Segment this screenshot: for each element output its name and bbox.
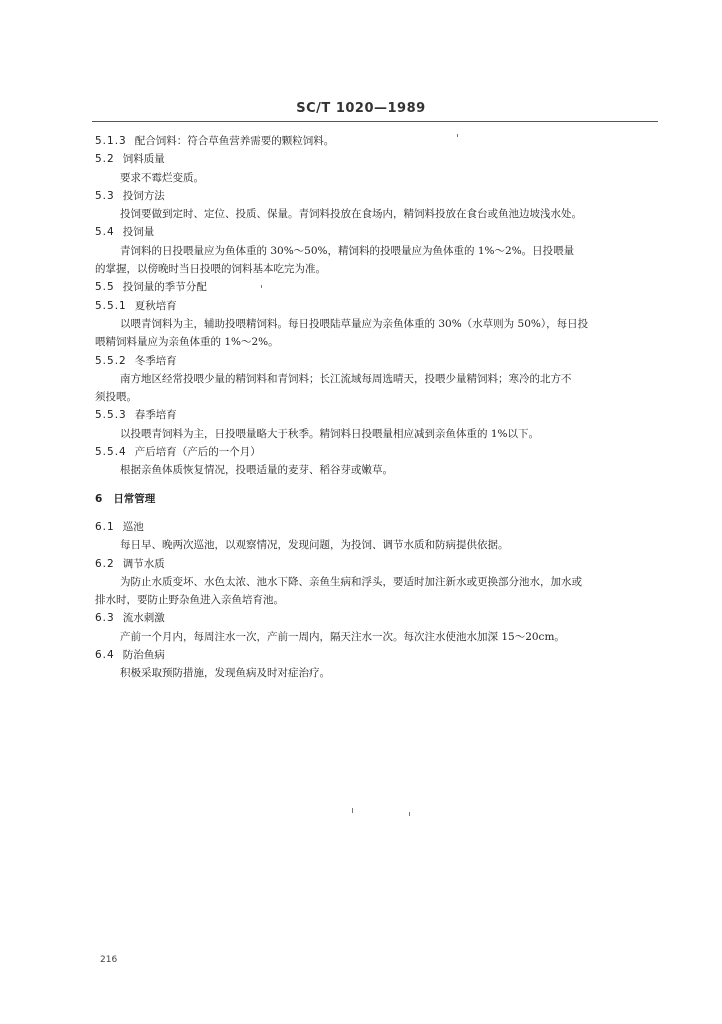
paragraph-line: 要求不霉烂变质。	[120, 171, 204, 184]
page-number: 216	[100, 955, 118, 965]
section-title: 投饲量的季节分配	[122, 281, 207, 294]
section-heading	[95, 187, 657, 205]
section-heading	[95, 132, 657, 150]
section-heading	[95, 646, 657, 664]
section-number: 6.1	[95, 520, 115, 533]
standard-code-header: SC/T 1020—1989	[296, 101, 426, 116]
section-number: 5.5.2	[95, 354, 127, 367]
paragraph-line: 以喂青饲料为主，辅助投喂精饲料。每日投喂陆草量应为亲鱼体重的 30%（水草则为 50%），每日投	[120, 317, 589, 330]
section-number: 5.1.3	[95, 135, 127, 147]
section-title: 产后培育（产后的一个月）	[134, 446, 261, 459]
section-heading	[95, 406, 657, 424]
section-number: 6.2	[95, 557, 115, 570]
section-title: 防治鱼病	[122, 649, 165, 662]
section-number: 6.4	[95, 649, 115, 662]
scan-speck	[409, 812, 410, 816]
section-heading	[95, 443, 657, 461]
section-number: 5.5	[95, 281, 115, 294]
document-body	[95, 132, 657, 683]
section-title: 配合饲料：符合草鱼营养需要的颗粒饲料。	[134, 135, 335, 147]
section-number: 5.4	[95, 226, 115, 239]
section-number: 5.5.4	[95, 446, 127, 459]
header-divider	[92, 121, 658, 122]
section-title: 冬季培育	[134, 354, 177, 367]
section-title: 投饲量	[122, 226, 155, 239]
section-heading	[95, 150, 657, 168]
paragraph-line: 以投喂青饲料为主，日投喂量略大于秋季。精饲料日投喂量相应减到亲鱼体重的 1%以下。	[120, 427, 539, 440]
section-title: 夏秋培育	[134, 299, 177, 312]
section-heading	[95, 352, 657, 370]
section-number: 6	[95, 492, 104, 505]
section-title: 投饲方法	[122, 189, 165, 202]
paragraph-continuation: 喂精饲料量应为亲鱼体重的 1%～2%。	[95, 336, 279, 349]
section-number: 5.2	[95, 153, 115, 166]
section-heading	[95, 609, 657, 627]
paragraph-line: 南方地区经常投喂少量的精饲料和青饲料；长江流域每周选晴天，投喂少量精饲料；寒冷的北方不	[120, 372, 572, 385]
scan-speck	[457, 134, 458, 137]
section-heading	[95, 297, 657, 315]
paragraph-line: 根据亲鱼体质恢复情况，投喂适量的麦芽、稻谷芽或嫩草。	[120, 464, 393, 477]
paragraph-continuation: 须投喂。	[95, 391, 137, 404]
section-number: 5.5.3	[95, 409, 127, 422]
section-heading	[95, 518, 657, 536]
section-heading	[95, 223, 657, 241]
paragraph-line: 青饲料的日投喂量应为鱼体重的 30%～50%，精饲料的投喂量应为鱼体重的 1%～2%。日投喂量	[120, 244, 575, 257]
section-title: 日常管理	[113, 492, 156, 505]
scan-speck	[352, 808, 353, 813]
section-number: 5.3	[95, 189, 115, 202]
section-title: 巡池	[122, 520, 144, 533]
paragraph-line: 投饲要做到定时、定位、投质、保量。青饲料投放在食场内，精饲料投放在食台或鱼池边坡浅水处。	[120, 208, 582, 221]
scan-speck	[261, 285, 262, 288]
paragraph-line: 每日早、晚两次巡池，以观察情况，发现问题，为投饲、调节水质和防病提供依据。	[120, 539, 509, 552]
paragraph-continuation: 排水时，要防止野杂鱼进入亲鱼培育池。	[95, 594, 284, 607]
chapter-heading	[95, 490, 657, 508]
section-heading	[95, 555, 657, 573]
paragraph-line: 为防止水质变坏、水色太浓、池水下降、亲鱼生病和浮头，要适时加注新水或更换部分池水，加水或	[120, 575, 582, 588]
section-title: 流水刺激	[122, 612, 165, 625]
section-title: 饲料质量	[122, 153, 165, 166]
paragraph-line: 积极采取预防措施，发现鱼病及时对症治疗。	[120, 667, 330, 680]
section-title: 春季培育	[134, 409, 177, 422]
section-title: 调节水质	[122, 557, 165, 570]
paragraph-continuation: 的掌握，以傍晚时当日投喂的饲料基本吃完为准。	[95, 263, 326, 276]
section-number: 5.5.1	[95, 299, 127, 312]
paragraph-line: 产前一个月内，每周注水一次，产前一周内，隔天注水一次。每次注水使池水加深 15～20cm。	[120, 630, 565, 643]
section-heading	[95, 278, 657, 296]
section-number: 6.3	[95, 612, 115, 625]
